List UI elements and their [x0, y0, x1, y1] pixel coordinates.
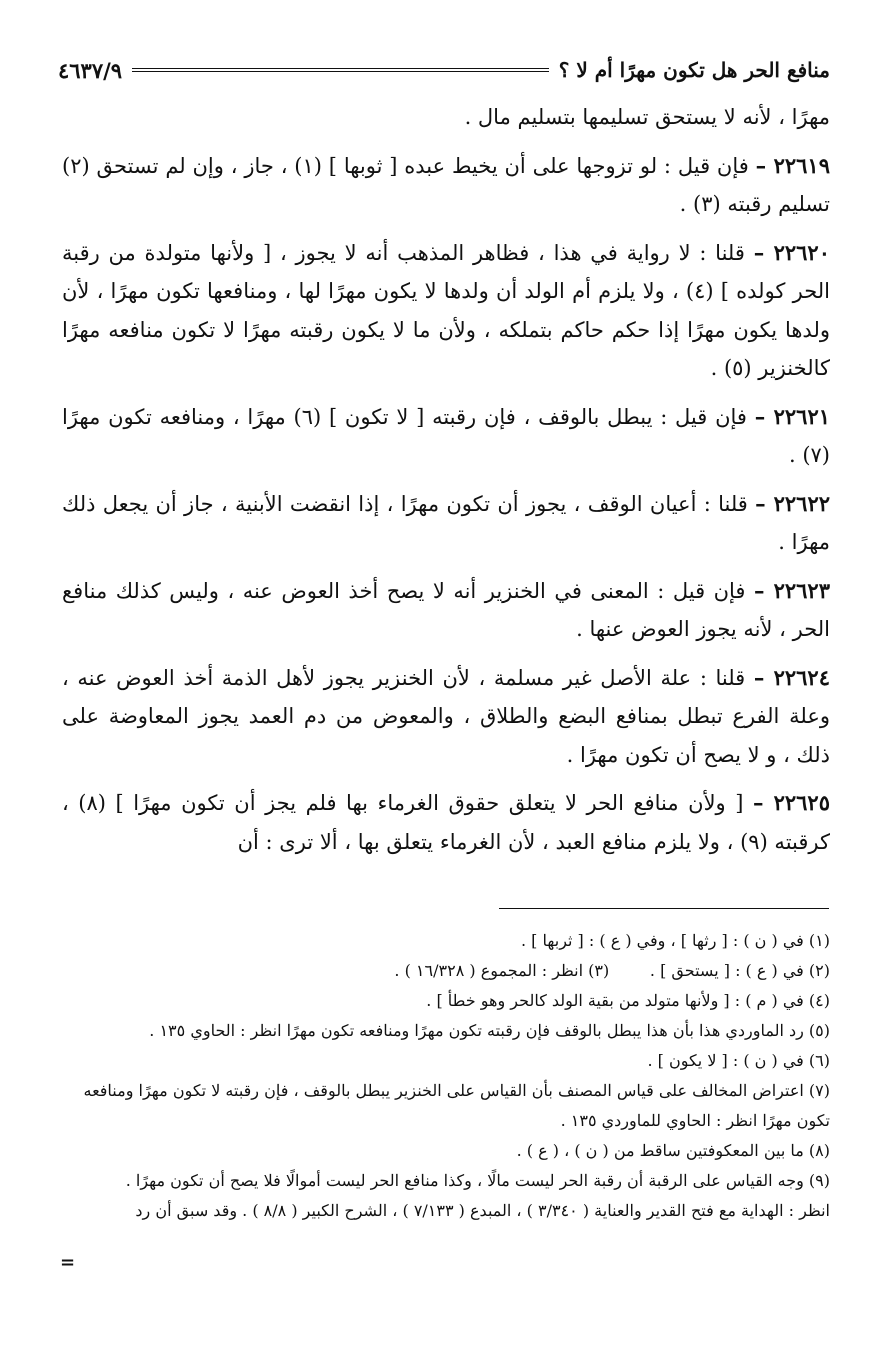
- paragraph-number: ٢٢٦٢١ –: [754, 403, 831, 429]
- running-title: منافع الحر هل تكون مهرًا أم لا ؟: [558, 58, 830, 82]
- continuation-mark: =: [60, 1252, 76, 1273]
- paragraph-number: ٢٢٦٢٣ –: [753, 577, 830, 603]
- paragraph-text: قلنا : علة الأصل غير مسلمة ، لأن الخنزير يجوز لأهل الذمة أخذ العوض عنه ، وعلة الفرع تبطل بمنافع البضع والطلاق ، والمعوض من دم العمد يجوز المعاوضة على ذلك ، و لا يصح أن تكون مهرًا .: [62, 665, 830, 767]
- paragraph: [62, 147, 830, 224]
- paragraph-text: فإن قيل : المعنى في الخنزير أنه لا يصح أخذ العوض عنه ، وليس كذلك منافع الحر ، لأنه يجوز العوض عنها .: [62, 578, 830, 641]
- footnote: (٨) ما بين المعكوفتين ساقط من ( ن ) ، ( ع ) .: [516, 1141, 830, 1160]
- footnote-separator: [499, 908, 829, 909]
- paragraph: [62, 398, 830, 475]
- footnote: (٦) في ( ن ) : [ لا يكون ] .: [647, 1051, 830, 1070]
- paragraph-number: ٢٢٦٢٥ –: [752, 790, 830, 815]
- paragraph: [62, 572, 830, 649]
- paragraph: [62, 234, 830, 388]
- paragraph-number: ٢٢٦٢٤ –: [753, 664, 830, 690]
- paragraph-number: ٢٢٦١٩ –: [755, 152, 830, 178]
- footnote: انظر : الهداية مع فتح القدير والعناية ( ٣/٣٤٠ ) ، المبدع ( ٧/١٣٣ ) ، الشرح الكبير ( ٨/٨ ) . وقد سبق أن رد: [135, 1201, 830, 1220]
- header-rule: [132, 68, 549, 72]
- paragraph-number: ٢٢٦٢٢ –: [755, 490, 831, 516]
- paragraph-text: قلنا : أعيان الوقف ، يجوز أن تكون مهرًا ، إذا انقضت الأبنية ، جاز أن يجعل ذلك مهرًا .: [62, 491, 830, 554]
- footnotes: [56, 926, 830, 1226]
- footnote: (٧) اعتراض المخالف على قياس المصنف بأن القياس على الخنزير يبطل بالوقف ، فإن رقبته لا تكون مهرًا ومنافعه تكون مهرًا انظر : الحاوي للماوردي ١٣٥ .: [83, 1081, 830, 1130]
- paragraph-number: ٢٢٦٢٠ –: [753, 239, 830, 265]
- paragraph: [62, 784, 830, 861]
- footnote: (٢) في ( ع ) : [ يستحق ] . (٣) انظر : المجموع ( ١٦/٣٢٨ ) .: [394, 961, 830, 980]
- paragraph: [62, 98, 830, 137]
- main-text: [62, 98, 830, 871]
- footnote: (٩) وجه القياس على الرقبة أن رقبة الحر ليست مالًا ، وكذا منافع الحر ليست أموالًا فلا يصح أن تكون مهرًا .: [125, 1171, 830, 1190]
- paragraph-text: مهرًا ، لأنه لا يستحق تسليمها بتسليم مال .: [464, 105, 830, 129]
- paragraph: [62, 485, 830, 562]
- footnote: (٤) في ( م ) : [ ولأنها متولد من بقية الولد كالحر وهو خطأ ] .: [426, 991, 830, 1010]
- paragraph-text: [ ولأن منافع الحر لا يتعلق حقوق الغرماء بها فلم يجز أن تكون مهرًا ] (٨) ، كرقبته (٩) ، ولا يلزم منافع العبد ، لأن الغرماء يتعلق بها ، ألا ترى : أن: [62, 791, 830, 854]
- paragraph-text: فإن قيل : يبطل بالوقف ، فإن رقبته [ لا تكون ] (٦) مهرًا ، ومنافعه تكون مهرًا (٧) .: [62, 404, 830, 467]
- footnote: (١) في ( ن ) : [ رثها ] ، وفي ( ع ) : [ ثربها ] .: [520, 931, 830, 950]
- paragraph-text: قلنا : لا رواية في هذا ، فظاهر المذهب أنه لا يجوز ، [ ولأنها متولدة من رقبة الحر كولده ] (٤) ، ولا يلزم أم الولد أن ولدها لا يكون مهرًا لها ، ومنافعها تكون مهرًا ، لأن ولدها يكون مهرًا إذا حكم حاكم بتملكه ، ولأن ما لا يكون رقبته مهرًا لا تكون منافعه مهرًا كالخنزير (٥) .: [62, 240, 830, 380]
- paragraph-text: فإن قيل : لو تزوجها على أن يخيط عبده [ ثوبها ] (١) ، جاز ، وإن لم تستحق (٢) تسليم رقبته (٣) .: [62, 153, 830, 216]
- paragraph: [62, 659, 830, 775]
- footnote: (٥) رد الماوردي هذا بأن هذا يبطل بالوقف فإن رقبته تكون مهرًا ومنافعه تكون مهرًا انظر : الحاوي ١٣٥ .: [149, 1021, 830, 1040]
- page-number: ٤٦٣٧/٩: [58, 57, 123, 83]
- page-header: [58, 52, 830, 88]
